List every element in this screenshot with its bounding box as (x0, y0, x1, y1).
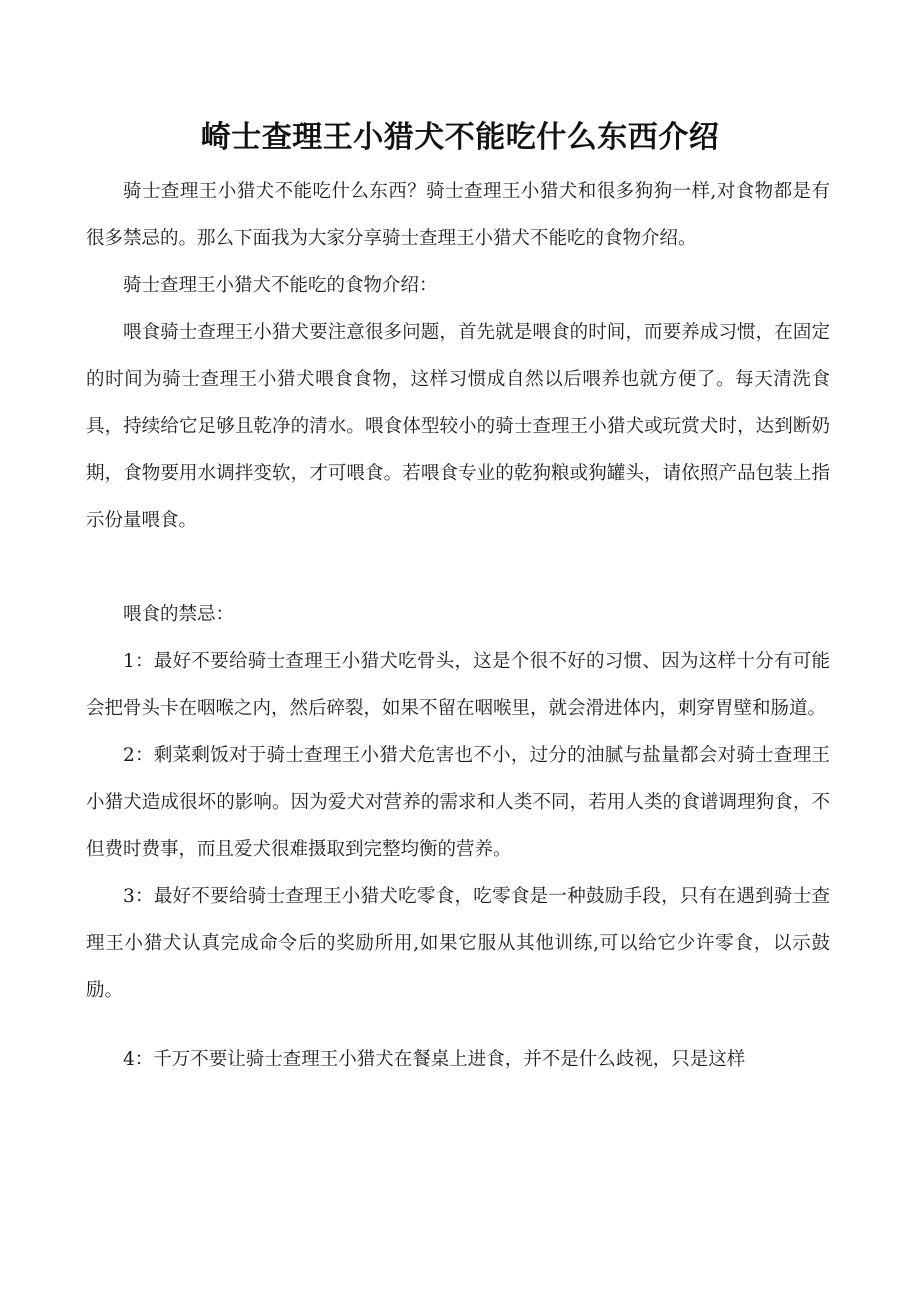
paragraph-taboo-heading: 喂食的禁忌： (123, 604, 235, 625)
document-title: 崎士查理王小猎犬不能吃什么东西介绍 (200, 120, 720, 155)
paragraph-taboo-3: 3：最好不要给骑士查理王小猎犬吃零食，吃零食是一种鼓励手段，只有在遇到骑士查理王小猎犬认真完成命令后的奖励所用,如果它服从其他训练,可以给它少许零食，以示鼓励。 (86, 886, 830, 1001)
paragraph-food-heading: 骑士查理王小猎犬不能吃的食物介绍： (123, 275, 438, 296)
paragraph-taboo-2: 2：剩菜剩饭对于骑士查理王小猎犬危害也不小，过分的油腻与盐量都会对骑士查理王小猎犬造成很坏的影响。因为爱犬对营养的需求和人类不同，若用人类的食谱调理狗食，不但费时费事，而且爱犬很难摄取到完整均衡的营养。 (86, 745, 830, 860)
paragraph-taboo-4: 4：千万不要让骑士查理王小猎犬在餐桌上进食，并不是什么歧视，只是这样 (123, 1049, 746, 1070)
document-body (86, 168, 830, 1083)
paragraph-intro: 骑士查理王小猎犬不能吃什么东西？骑士查理王小猎犬和很多狗狗一样,对食物都是有很多禁忌的。那么下面我为大家分享骑士查理王小猎犬不能吃的食物介绍。 (86, 181, 830, 249)
paragraph-taboo-1: 1：最好不要给骑士查理王小猎犬吃骨头，这是个很不好的习惯、因为这样十分有可能会把骨头卡在咽喉之内，然后碎裂，如果不留在咽喉里，就会滑进体内，刺穿胃壁和肠道。 (86, 651, 830, 719)
paragraph-feeding: 喂食骑士查理王小猎犬要注意很多问题，首先就是喂食的时间，而要养成习惯，在固定的时间为骑士查理王小猎犬喂食食物，这样习惯成自然以后喂养也就方便了。每天清洗食具，持续给它足够且乾净的清水。喂食体型较小的骑士查理王小猎犬或玩赏犬时，达到断奶期，食物要用水调拌变软，才可喂食。若喂食专业的乾狗粮或狗罐头，请依照产品包装上指示份量喂食。 (86, 322, 830, 531)
